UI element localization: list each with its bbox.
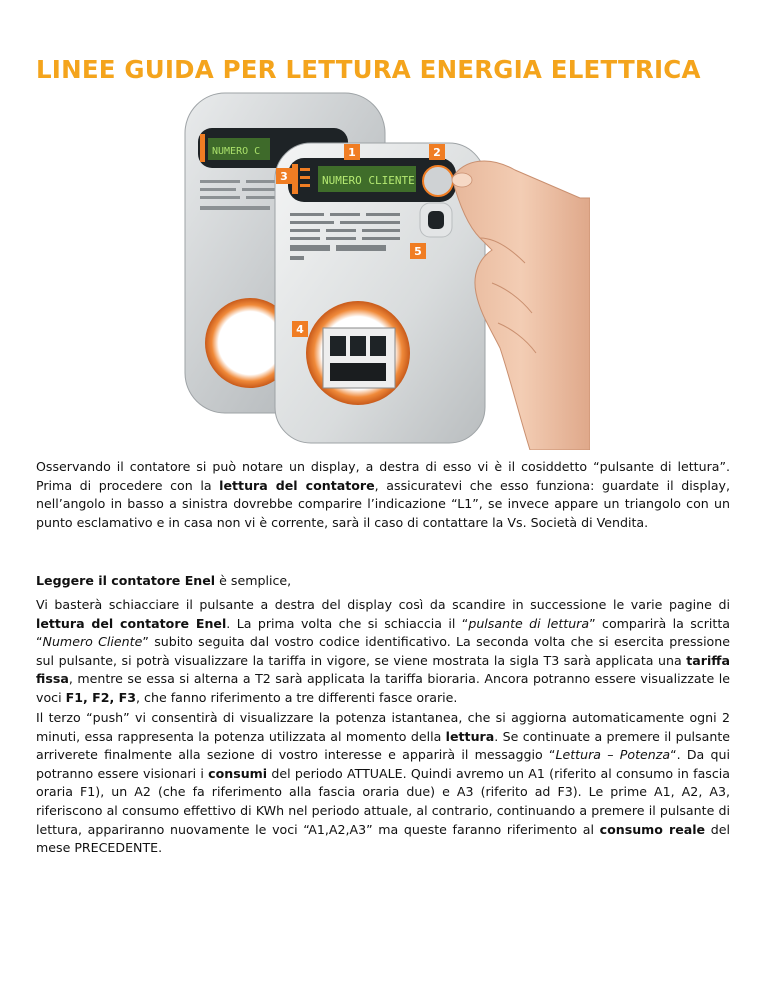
callout-1 (344, 144, 360, 160)
bold-run: lettura del contatore (219, 477, 375, 493)
text-run: Osservando il contatore si può notare un display, a destra di esso vi è il cosiddetto “pulsante di lettura”. Prima di procedere con la (36, 459, 730, 493)
bold-run: consumi (208, 765, 268, 781)
text-run: ” comparirà la scritta “ (36, 615, 731, 650)
svg-text:3: 3 (280, 170, 288, 183)
paragraph-consumption (36, 709, 730, 858)
svg-text:4: 4 (296, 323, 304, 336)
paragraph-heading (36, 572, 730, 591)
italic-run: pulsante di lettura (468, 615, 590, 631)
front-meter (275, 143, 485, 443)
meter-illustration (180, 88, 590, 450)
text-run: Vi basterà schiacciare il pulsante a destra del display così da scandire in successione le varie pagine di (36, 597, 730, 612)
read-button (423, 166, 453, 196)
bold-run: tariffa fissa (36, 652, 730, 687)
callout-2 (429, 144, 445, 160)
text-run: . La prima volta che si schiaccia il “ (226, 615, 469, 631)
callout-5 (410, 243, 426, 259)
svg-text:5: 5 (414, 245, 422, 258)
paragraph-intro (36, 458, 730, 532)
text-run: Il terzo “push” vi consentirà di visualizzare la potenza istantanea, che si aggiorna automaticamente ogni 2 minuti, essa rappresenta la potenza utilizzata al momento della (36, 710, 730, 744)
bold-run: Leggere il contatore Enel (36, 573, 216, 588)
text-run: è semplice, (215, 573, 292, 588)
display-text: NUMERO CLIENTE (322, 174, 415, 187)
paragraph-steps (36, 596, 730, 708)
text-run: del periodo ATTUALE. Quindi avremo un A1 (riferito al consumo in fascia oraria F1), un A2 (che fa riferimento alla fascia oraria due) e A3 (riferito ad F3). Le prime A1, A2, A3, riferiscono al consumo effettivo di KWh nel periodo attuale, al contrario, continuando a premere il pulsante di lettura, appariranno nuovamente le voci “A1,A2,A3” ma queste faranno riferimento al (36, 765, 730, 837)
bold-run: consumo reale (599, 821, 706, 837)
back-display-text: NUMERO C (212, 146, 261, 157)
bold-run: lettura (445, 728, 495, 744)
text-run: , mentre se essa si alterna a T2 sarà applicata la tariffa bioraria. Ancora potranno essere visualizzate le voci (36, 671, 730, 705)
text-run: ” subito seguita dal vostro codice identificativo. La seconda volta che si esercita pressione sul pulsante, si potrà visualizzare la tariffa in vigore, se viene mostrata la sigla T3 sarà applicata una (36, 634, 730, 668)
page-title: LINEE GUIDA PER LETTURA ENERGIA ELETTRICA (36, 55, 701, 84)
svg-text:2: 2 (433, 146, 441, 159)
bold-run: F1, F2, F3 (65, 689, 137, 705)
text-run: , assicuratevi che esso funziona: guardate il display, nell’angolo in basso a sinistra dovrebbe comparire l’indicazione “L1”, se invece appare un triangolo con un punto esclamativo e in casa non vi è corrente, sarà il caso di contattare la Vs. Società di Vendita. (36, 477, 730, 530)
italic-run: Lettura – Potenza (555, 747, 671, 763)
callout-3 (276, 168, 292, 184)
text-run: “. Da qui potranno essere visionari i (36, 747, 730, 781)
bold-run: lettura del contatore Enel (36, 615, 227, 631)
text-run: . Se continuate a premere il pulsante arriverete finalmente alla sezione di vostro interesse e apparirà il messaggio “ (36, 728, 730, 763)
text-run: , che fanno riferimento a tre differenti fasce orarie. (136, 689, 458, 705)
italic-run: Numero Cliente (42, 634, 143, 650)
text-run: del mese PRECEDENTE. (36, 821, 730, 856)
svg-text:1: 1 (348, 146, 356, 159)
callout-4 (292, 321, 308, 337)
